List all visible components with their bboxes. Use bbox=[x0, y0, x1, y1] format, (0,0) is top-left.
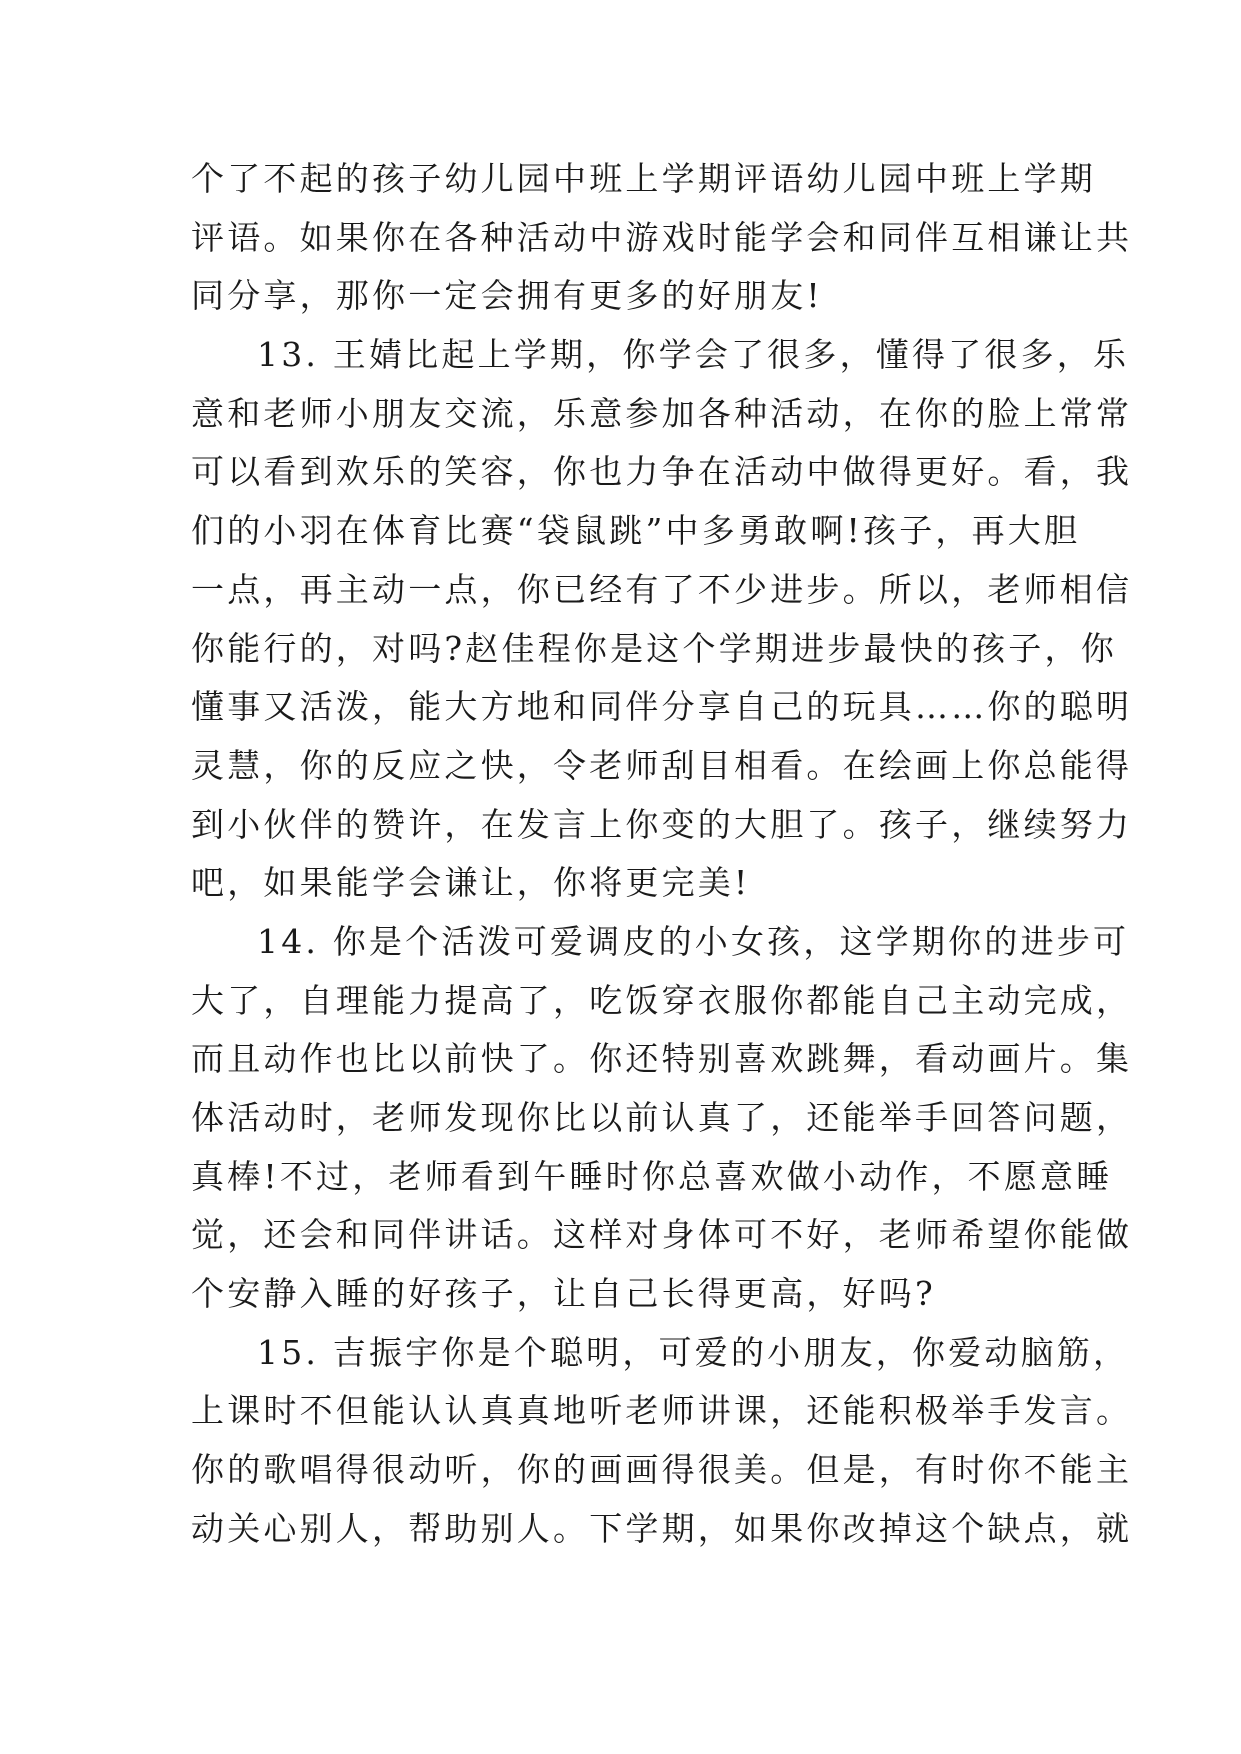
text-line: 个安静入睡的好孩子，让自己长得更高，好吗? bbox=[191, 1274, 936, 1314]
text-line: 动关心别人，帮助别人。下学期，如果你改掉这个缺点，就 bbox=[191, 1508, 1133, 1548]
text-line: 一点，再主动一点，你已经有了不少进步。所以，老师相信 bbox=[191, 569, 1133, 609]
document-page bbox=[191, 150, 1133, 1559]
text-line: 们的小羽在体育比赛“袋鼠跳”中多勇敢啊!孩子，再大胆 bbox=[191, 511, 1081, 551]
text-line: 你的歌唱得很动听，你的画画得很美。但是，有时你不能主 bbox=[191, 1450, 1133, 1490]
text-line: 个了不起的孩子幼儿园中班上学期评语幼儿园中班上学期 bbox=[191, 159, 1096, 198]
text-line: 真棒!不过，老师看到午睡时你总喜欢做小动作，不愿意睡 bbox=[191, 1156, 1113, 1196]
text-line: 意和老师小朋友交流，乐意参加各种活动，在你的脸上常常 bbox=[191, 393, 1133, 433]
paragraph-start-line: 13. 王婧比起上学期，你学会了很多，懂得了很多，乐 bbox=[257, 335, 1130, 375]
text-line: 可以看到欢乐的笑容，你也力争在活动中做得更好。看，我 bbox=[191, 452, 1133, 492]
text-line: 上课时不但能认认真真地听老师讲课，还能积极举手发言。 bbox=[191, 1391, 1133, 1431]
text-line: 懂事又活泼，能大方地和同伴分享自己的玩具……你的聪明 bbox=[191, 687, 1133, 727]
text-line: 同分享，那你一定会拥有更多的好朋友! bbox=[191, 276, 823, 316]
text-line: 觉，还会和同伴讲话。这样对身体可不好，老师希望你能做 bbox=[191, 1215, 1133, 1255]
paragraph-start-line: 14. 你是个活泼可爱调皮的小女孩，这学期你的进步可 bbox=[257, 921, 1130, 961]
paragraph-start-line: 15. 吉振宇你是个聪明，可爱的小朋友，你爱动脑筋， bbox=[257, 1332, 1130, 1372]
text-line: 而且动作也比以前快了。你还特别喜欢跳舞，看动画片。集 bbox=[191, 1039, 1133, 1079]
text-line: 你能行的，对吗?赵佳程你是这个学期进步最快的孩子，你 bbox=[191, 628, 1117, 668]
text-line: 大了，自理能力提高了，吃饭穿衣服你都能自己主动完成， bbox=[191, 980, 1133, 1020]
text-line: 吧，如果能学会谦让，你将更完美! bbox=[191, 863, 751, 903]
text-line: 到小伙伴的赞许，在发言上你变的大胆了。孩子，继续努力 bbox=[191, 804, 1133, 844]
text-line: 评语。如果你在各种活动中游戏时能学会和同伴互相谦让共 bbox=[191, 217, 1133, 257]
text-line: 灵慧，你的反应之快，令老师刮目相看。在绘画上你总能得 bbox=[191, 745, 1133, 785]
text-line: 体活动时，老师发现你比以前认真了，还能举手回答问题， bbox=[191, 1098, 1133, 1137]
